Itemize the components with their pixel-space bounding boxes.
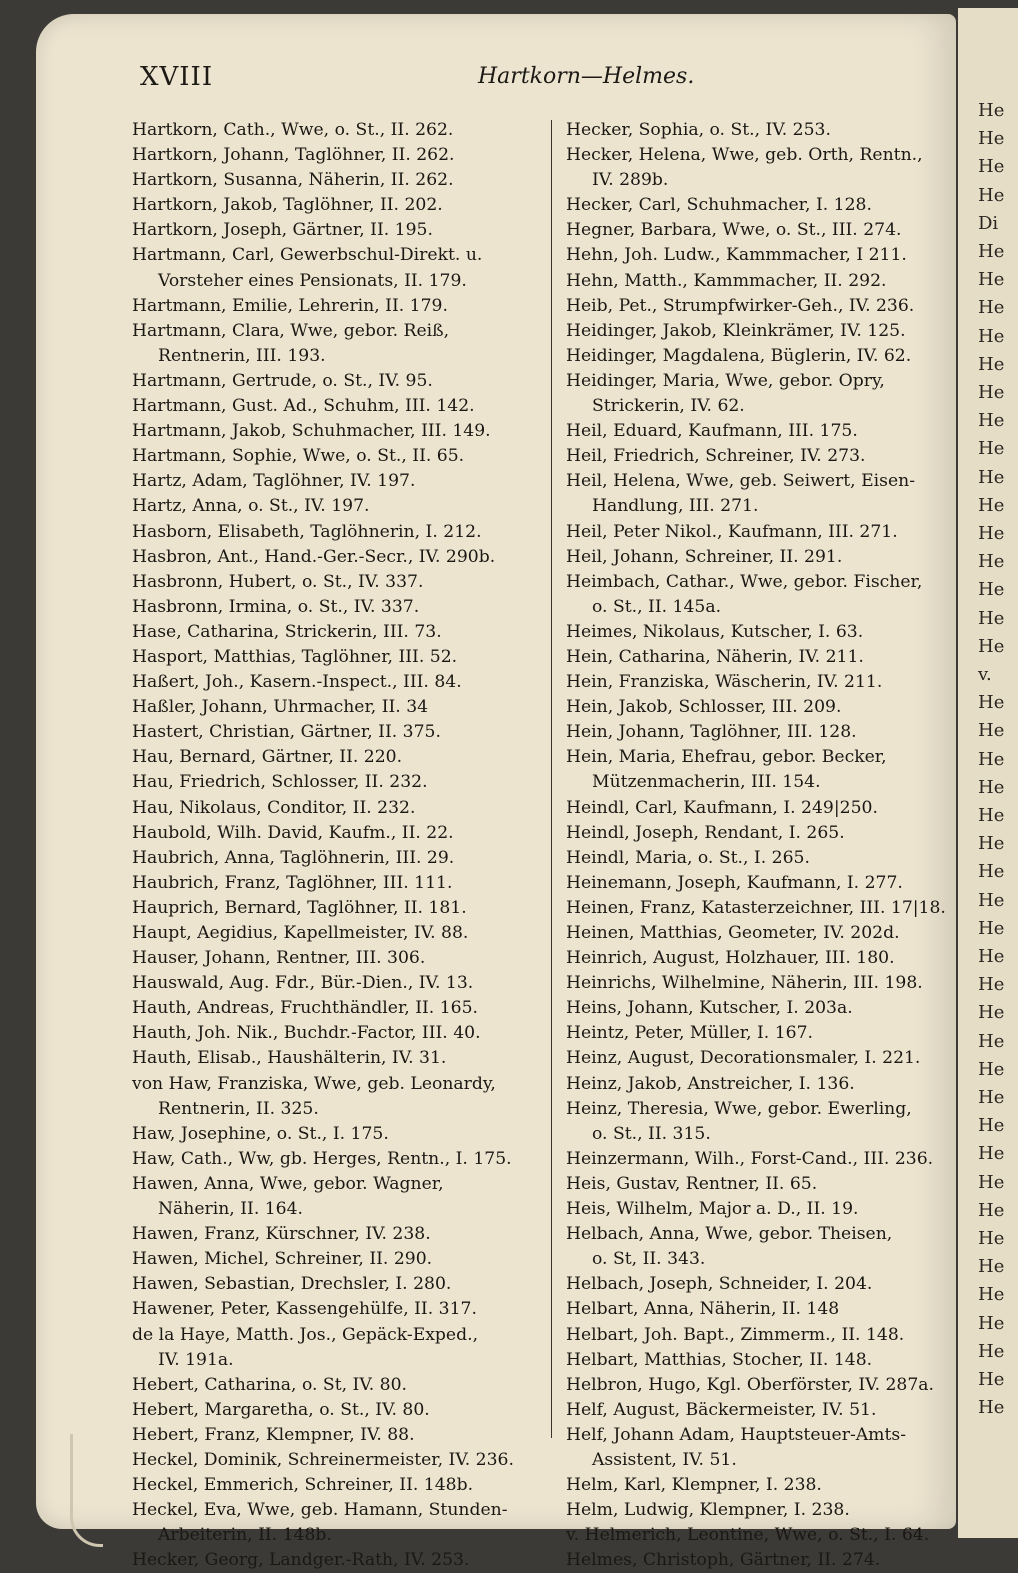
entry-line: Hegner, Barbara, Wwe, o. St., III. 274. [566, 220, 902, 241]
entry-line: Hawen, Michel, Schreiner, II. 290. [132, 1249, 433, 1270]
entry-line: Helbart, Matthias, Stocher, II. 148. [566, 1349, 873, 1370]
entry-line: Hecker, Georg, Landger.-Rath, IV. 253. [132, 1550, 470, 1571]
adjacent-page-fragment: He [978, 889, 1005, 911]
entry-line: Hehn, Joh. Ludw., Kammmacher, I 211. [566, 245, 907, 266]
directory-entry [132, 294, 540, 319]
entry-line: Haupt, Aegidius, Kapellmeister, IV. 88. [132, 923, 469, 943]
adjacent-page-fragment: He [978, 466, 1005, 488]
entry-line: Haubold, Wilh. David, Kaufm., II. 22. [132, 822, 454, 843]
directory-entry [132, 821, 540, 846]
adjacent-page-fragment: He [978, 776, 1005, 798]
page-edge [70, 1434, 103, 1547]
entry-line: Haubrich, Anna, Taglöhnerin, III. 29. [132, 847, 455, 868]
entry-line: Heinen, Franz, Katasterzeichner, III. 17|18. [566, 897, 946, 918]
directory-entry [566, 570, 958, 620]
directory-entry [132, 570, 540, 595]
adjacent-page-fragment: He [978, 1058, 1005, 1080]
adjacent-page-fragment: He [978, 241, 1005, 262]
entry-line: Hauswald, Aug. Fdr., Bür.-Dien., IV. 13. [132, 973, 474, 994]
entry-line: Helbart, Joh. Bapt., Zimmerm., II. 148. [566, 1324, 905, 1345]
adjacent-page-fragment: He [978, 269, 1005, 291]
entry-line: Heis, Wilhelm, Major a. D., II. 19. [566, 1199, 859, 1220]
entry-line: Heidinger, Magdalena, Büglerin, IV. 62. [566, 345, 912, 366]
entry-line: Hauser, Johann, Rentner, III. 306. [132, 948, 426, 969]
directory-entry [566, 670, 958, 695]
adjacent-page-fragment: He [978, 1228, 1005, 1249]
entry-line: Heindl, Maria, o. St., I. 265. [566, 847, 810, 868]
directory-entry [566, 118, 958, 143]
directory-entry [132, 494, 540, 519]
directory-entry [566, 419, 958, 444]
entry-line: Heinz, August, Decorationsmaler, I. 221. [566, 1048, 921, 1069]
adjacent-page-fragment: He [978, 1143, 1005, 1165]
entry-line: Hauth, Joh. Nik., Buchdr.-Factor, III. 40. [132, 1023, 481, 1044]
entry-line: Heinemann, Joseph, Kaufmann, I. 277. [566, 872, 903, 893]
entry-line: Heidinger, Maria, Wwe, gebor. Opry, [566, 370, 885, 391]
adjacent-page-fragment: He [978, 438, 1005, 460]
adjacent-page-fragment: He [978, 1340, 1005, 1362]
entry-continuation: Handlung, III. 271. [592, 496, 759, 517]
directory-entry [566, 1498, 958, 1523]
entry-line: Hasbronn, Hubert, o. St., IV. 337. [132, 571, 424, 592]
adjacent-page-fragment: He [978, 382, 1005, 403]
entry-line: Hawener, Peter, Kassengehülfe, II. 317. [132, 1299, 477, 1320]
entry-line: Hau, Bernard, Gärtner, II. 220. [132, 747, 403, 768]
entry-line: Hartz, Anna, o. St., IV. 197. [132, 496, 370, 517]
directory-entry [132, 1373, 540, 1398]
entry-line: Heckel, Eva, Wwe, geb. Hamann, Stunden- [132, 1500, 508, 1521]
entry-line: Hein, Johann, Taglöhner, III. 128. [566, 722, 857, 743]
entry-continuation: IV. 191a. [158, 1349, 234, 1370]
entry-line: Hartkorn, Jakob, Taglöhner, II. 202. [132, 195, 443, 216]
adjacent-page-fragment: He [978, 692, 1005, 714]
adjacent-page-fragment: He [978, 1087, 1005, 1108]
directory-entry [566, 143, 958, 193]
directory-entry [132, 1548, 540, 1573]
entry-line: Hasbron, Ant., Hand.-Ger.-Secr., IV. 290b. [132, 546, 496, 567]
directory-entry [132, 394, 540, 419]
directory-entry [566, 720, 958, 745]
directory-entry [132, 520, 540, 545]
entry-line: Hein, Jakob, Schlosser, III. 209. [566, 697, 842, 718]
directory-entry [132, 319, 540, 369]
adjacent-page-fragment: He [978, 1030, 1005, 1052]
entry-line: Helmes, Christoph, Gärtner, II. 274. [566, 1550, 881, 1571]
entry-line: Helm, Ludwig, Klempner, I. 238. [566, 1500, 850, 1521]
entry-line: Hecker, Carl, Schuhmacher, I. 128. [566, 195, 872, 216]
entry-line: Heinzermann, Wilh., Forst-Cand., III. 236. [566, 1148, 934, 1169]
directory-entry [566, 193, 958, 218]
entry-line: Hasbronn, Irmina, o. St., IV. 337. [132, 596, 420, 617]
directory-entry [132, 770, 540, 795]
directory-entry [566, 1297, 958, 1322]
entry-line: Hein, Maria, Ehefrau, gebor. Becker, [566, 747, 887, 768]
entry-line: Heindl, Joseph, Rendant, I. 265. [566, 822, 845, 843]
directory-entry [132, 796, 540, 821]
directory-entry [132, 218, 540, 243]
entry-continuation: Näherin, II. 164. [158, 1199, 304, 1220]
adjacent-page-fragment: He [978, 551, 1005, 573]
entry-line: Heckel, Dominik, Schreinermeister, IV. 236. [132, 1449, 514, 1470]
adjacent-page-fragment: He [978, 325, 1005, 347]
directory-entry [566, 545, 958, 570]
entry-line: Heib, Pet., Strumpfwirker-Geh., IV. 236. [566, 295, 915, 316]
directory-entry [566, 444, 958, 469]
entry-line: Helf, August, Bäckermeister, IV. 51. [566, 1399, 877, 1420]
directory-entry [566, 1398, 958, 1423]
entry-line: Heinrich, August, Holzhauer, III. 180. [566, 948, 895, 969]
entry-line: Hawen, Anna, Wwe, gebor. Wagner, [132, 1173, 444, 1194]
entry-continuation: Rentnerin, III. 193. [158, 345, 326, 366]
adjacent-page-fragment: He [978, 946, 1005, 967]
adjacent-page-fragment: He [978, 523, 1005, 544]
directory-entry [132, 545, 540, 570]
entry-line: Heimbach, Cathar., Wwe, gebor. Fischer, [566, 571, 923, 592]
directory-entry [566, 620, 958, 645]
adjacent-page-fragment: He [978, 494, 1005, 516]
entry-continuation: o. St., II. 315. [592, 1123, 711, 1144]
directory-entry [566, 344, 958, 369]
directory-entry [566, 319, 958, 344]
directory-entry [132, 143, 540, 168]
directory-entry [566, 1097, 958, 1147]
directory-entry [132, 1147, 540, 1172]
directory-entry [566, 1423, 958, 1473]
directory-entry [566, 1323, 958, 1348]
directory-entry [132, 946, 540, 971]
adjacent-page-fragment: He [978, 974, 1005, 996]
entry-line: Hauprich, Bernard, Taglöhner, II. 181. [132, 897, 467, 918]
directory-entry [132, 871, 540, 896]
directory-entry [566, 1348, 958, 1373]
column-divider [551, 120, 552, 1438]
directory-entry [566, 1473, 958, 1498]
entry-line: Hauth, Elisab., Haushälterin, IV. 31. [132, 1048, 447, 1069]
directory-entry [132, 469, 540, 494]
entry-continuation: Rentnerin, II. 325. [158, 1098, 319, 1119]
directory-entry [132, 896, 540, 921]
adjacent-page-fragment: He [978, 128, 1005, 150]
directory-entry [132, 620, 540, 645]
entry-line: Hartmann, Gertrude, o. St., IV. 95. [132, 370, 433, 391]
entry-continuation: o. St, II. 343. [592, 1249, 706, 1270]
directory-entry [566, 921, 958, 946]
adjacent-page-fragment: He [978, 917, 1005, 939]
directory-entry [132, 846, 540, 871]
directory-entry [132, 1423, 540, 1448]
directory-entry [566, 294, 958, 319]
entry-line: Hau, Nikolaus, Conditor, II. 232. [132, 797, 416, 818]
adjacent-page-fragment: He [978, 805, 1005, 826]
entry-line: Helbart, Anna, Näherin, II. 148 [566, 1299, 840, 1320]
directory-entry [566, 645, 958, 670]
page-header [140, 62, 940, 98]
entry-line: Hastert, Christian, Gärtner, II. 375. [132, 722, 441, 743]
entry-line: Haßler, Johann, Uhrmacher, II. 34 [132, 697, 429, 718]
directory-entry [132, 1473, 540, 1498]
entry-line: Helbron, Hugo, Kgl. Oberförster, IV. 287a. [566, 1374, 935, 1395]
adjacent-page-fragment: He [978, 720, 1005, 742]
directory-entry [566, 1072, 958, 1097]
directory-entry [566, 218, 958, 243]
directory-entry [132, 419, 540, 444]
entry-line: Haw, Josephine, o. St., I. 175. [132, 1123, 389, 1144]
directory-entry [132, 1297, 540, 1322]
directory-entry [566, 269, 958, 294]
directory-entry [132, 444, 540, 469]
entry-line: Hartmann, Gust. Ad., Schuhm, III. 142. [132, 396, 475, 417]
entry-line: Hawen, Sebastian, Drechsler, I. 280. [132, 1274, 452, 1295]
directory-entry [566, 1373, 958, 1398]
directory-entry [132, 1072, 540, 1122]
entry-line: Hartkorn, Johann, Taglöhner, II. 262. [132, 145, 455, 166]
directory-entry [566, 1147, 958, 1172]
adjacent-page-fragment: He [978, 748, 1005, 770]
entry-line: Hartmann, Clara, Wwe, gebor. Reiß, [132, 320, 450, 341]
directory-entry [132, 243, 540, 293]
entry-line: Hau, Friedrich, Schlosser, II. 232. [132, 772, 428, 793]
directory-entry [132, 695, 540, 720]
entry-line: Hase, Catharina, Strickerin, III. 73. [132, 621, 442, 642]
directory-entry [566, 243, 958, 268]
directory-entry [566, 520, 958, 545]
entry-line: Hasborn, Elisabeth, Taglöhnerin, I. 212. [132, 521, 482, 542]
directory-entry [566, 369, 958, 419]
directory-entry [132, 1398, 540, 1423]
page-number: XVIII [140, 62, 214, 92]
entry-continuation: Arbeiterin, II. 148b. [158, 1525, 332, 1546]
directory-entry [566, 1272, 958, 1297]
entry-line: Hasport, Matthias, Taglöhner, III. 52. [132, 646, 458, 667]
directory-entry [132, 1021, 540, 1046]
entry-continuation: Vorsteher eines Pensionats, II. 179. [158, 270, 467, 291]
entry-line: de la Haye, Matth. Jos., Gepäck-Exped., [132, 1324, 479, 1345]
directory-entry [566, 871, 958, 896]
entry-line: Hein, Franziska, Wäscherin, IV. 211. [566, 672, 883, 693]
adjacent-page-fragment: He [978, 861, 1005, 883]
entry-line: Hartkorn, Susanna, Näherin, II. 262. [132, 170, 454, 191]
entry-line: Heinen, Matthias, Geometer, IV. 202d. [566, 923, 900, 943]
directory-entry [566, 695, 958, 720]
entry-continuation: Mützenmacherin, III. 154. [592, 772, 821, 793]
entry-line: Heil, Eduard, Kaufmann, III. 175. [566, 421, 858, 442]
adjacent-page-fragment: He [978, 607, 1005, 629]
entry-line: Heidinger, Jakob, Kleinkrämer, IV. 125. [566, 320, 906, 341]
adjacent-page-fragment: He [978, 1397, 1005, 1419]
running-title: Hartkorn—Helmes. [478, 64, 695, 89]
entry-line: Hauth, Andreas, Fruchthändler, II. 165. [132, 998, 478, 1019]
adjacent-page-fragment: He [978, 297, 1005, 319]
directory-entry [566, 946, 958, 971]
directory-entry [132, 1272, 540, 1297]
entry-line: Hartmann, Carl, Gewerbschul-Direkt. u. [132, 245, 483, 266]
adjacent-page-fragment: He [978, 1369, 1005, 1390]
entry-line: Hecker, Sophia, o. St., IV. 253. [566, 120, 831, 140]
directory-entry [566, 821, 958, 846]
directory-entry [132, 1122, 540, 1147]
directory-entry [566, 1197, 958, 1222]
entry-line: Helm, Karl, Klempner, I. 238. [566, 1475, 822, 1496]
adjacent-page-fragment: He [978, 1171, 1005, 1193]
directory-entry [566, 796, 958, 821]
entry-continuation: IV. 289b. [592, 170, 669, 191]
entry-line: Hehn, Matth., Kammmacher, II. 292. [566, 270, 887, 291]
left-column [132, 118, 540, 1573]
entry-line: Hartz, Adam, Taglöhner, IV. 197. [132, 471, 416, 492]
right-column [566, 118, 958, 1573]
adjacent-page-fragment: He [978, 1256, 1005, 1278]
adjacent-page-fragment: He [978, 353, 1005, 375]
adjacent-page-fragment: He [978, 635, 1005, 657]
directory-entry [132, 118, 540, 143]
entry-line: Heil, Johann, Schreiner, II. 291. [566, 546, 843, 567]
directory-entry [132, 595, 540, 620]
entry-line: Heckel, Emmerich, Schreiner, II. 148b. [132, 1475, 474, 1496]
adjacent-page-fragment: He [978, 184, 1005, 206]
adjacent-page-fragment: He [978, 579, 1005, 601]
entry-line: Heintz, Peter, Müller, I. 167. [566, 1023, 813, 1044]
entry-line: Haßert, Joh., Kasern.-Inspect., III. 84. [132, 672, 462, 693]
adjacent-page-fragment: v. [978, 664, 992, 685]
directory-entry [566, 996, 958, 1021]
entry-line: von Haw, Franziska, Wwe, geb. Leonardy, [132, 1073, 496, 1094]
entry-continuation: o. St., II. 145a. [592, 596, 722, 617]
entry-continuation: Assistent, IV. 51. [592, 1449, 737, 1470]
directory-entry [132, 971, 540, 996]
entry-line: Heis, Gustav, Rentner, II. 65. [566, 1173, 818, 1194]
entry-line: Hebert, Franz, Klempner, IV. 88. [132, 1424, 415, 1445]
directory-entry [132, 1172, 540, 1222]
directory-entry [566, 1548, 958, 1573]
directory-entry [132, 921, 540, 946]
entry-line: Heimes, Nikolaus, Kutscher, I. 63. [566, 621, 864, 642]
directory-entry [132, 720, 540, 745]
entry-line: Hecker, Helena, Wwe, geb. Orth, Rentn., [566, 145, 923, 166]
entry-line: Hartmann, Jakob, Schuhmacher, III. 149. [132, 421, 491, 442]
entry-line: Hebert, Catharina, o. St, IV. 80. [132, 1374, 407, 1395]
directory-entry [566, 1021, 958, 1046]
directory-entry [566, 1046, 958, 1071]
directory-entry [132, 193, 540, 218]
directory-entry [132, 996, 540, 1021]
directory-entry [132, 1247, 540, 1272]
adjacent-page-fragment: He [978, 156, 1005, 178]
adjacent-page-fragment: He [978, 1199, 1005, 1221]
directory-entry [566, 1172, 958, 1197]
entry-line: Heil, Friedrich, Schreiner, IV. 273. [566, 446, 866, 467]
directory-entry [132, 1222, 540, 1247]
directory-entry [132, 670, 540, 695]
entry-line: Heindl, Carl, Kaufmann, I. 249|250. [566, 797, 878, 818]
adjacent-page-fragment: He [978, 100, 1005, 121]
entry-line: Heinz, Jakob, Anstreicher, I. 136. [566, 1073, 855, 1094]
entry-line: Helf, Johann Adam, Hauptsteuer-Amts- [566, 1424, 906, 1445]
adjacent-page-fragment: He [978, 833, 1005, 855]
entry-line: Hawen, Franz, Kürschner, IV. 238. [132, 1224, 431, 1245]
entry-line: Helbach, Joseph, Schneider, I. 204. [566, 1274, 873, 1295]
entry-line: Hein, Catharina, Näherin, IV. 211. [566, 646, 864, 667]
adjacent-page [958, 8, 1018, 1538]
directory-entry [132, 1448, 540, 1473]
directory-entry [132, 369, 540, 394]
entry-line: v. Helmerich, Leontine, Wwe, o. St., I. 64. [566, 1525, 930, 1546]
entry-line: Hartmann, Emilie, Lehrerin, II. 179. [132, 295, 448, 316]
entry-line: Heinz, Theresia, Wwe, gebor. Ewerling, [566, 1098, 912, 1119]
directory-entry [566, 971, 958, 996]
adjacent-page-fragment: He [978, 410, 1005, 432]
directory-entry [566, 896, 958, 921]
directory-entry [132, 1046, 540, 1071]
entry-line: Hartmann, Sophie, Wwe, o. St., II. 65. [132, 446, 465, 467]
entry-line: Hebert, Margaretha, o. St., IV. 80. [132, 1399, 430, 1420]
entry-line: Heinrichs, Wilhelmine, Näherin, III. 198. [566, 973, 923, 994]
directory-entry [132, 1323, 540, 1373]
entry-line: Haubrich, Franz, Taglöhner, III. 111. [132, 872, 453, 893]
entry-line: Hartkorn, Joseph, Gärtner, II. 195. [132, 220, 433, 241]
directory-entry [132, 645, 540, 670]
directory-entry [566, 469, 958, 519]
entry-line: Heil, Helena, Wwe, geb. Seiwert, Eisen- [566, 471, 916, 492]
adjacent-page-fragment: Di [978, 212, 999, 234]
entry-line: Heil, Peter Nikol., Kaufmann, III. 271. [566, 521, 898, 542]
directory-entry [566, 745, 958, 795]
directory-entry [132, 745, 540, 770]
directory-entry [566, 1222, 958, 1272]
directory-entry [132, 168, 540, 193]
entry-line: Helbach, Anna, Wwe, gebor. Theisen, [566, 1224, 893, 1245]
directory-entry [566, 1523, 958, 1548]
directory-entry [566, 846, 958, 871]
adjacent-page-fragment: He [978, 1284, 1005, 1306]
entry-line: Heins, Johann, Kutscher, I. 203a. [566, 998, 853, 1019]
entry-line: Haw, Cath., Ww, gb. Herges, Rentn., I. 175. [132, 1148, 512, 1169]
entry-continuation: Strickerin, IV. 62. [592, 396, 745, 417]
entry-line: Hartkorn, Cath., Wwe, o. St., II. 262. [132, 120, 454, 140]
adjacent-page-fragment: He [978, 1002, 1005, 1024]
adjacent-page-fragment: He [978, 1115, 1005, 1137]
directory-entry [132, 1498, 540, 1548]
adjacent-page-fragment: He [978, 1312, 1005, 1334]
